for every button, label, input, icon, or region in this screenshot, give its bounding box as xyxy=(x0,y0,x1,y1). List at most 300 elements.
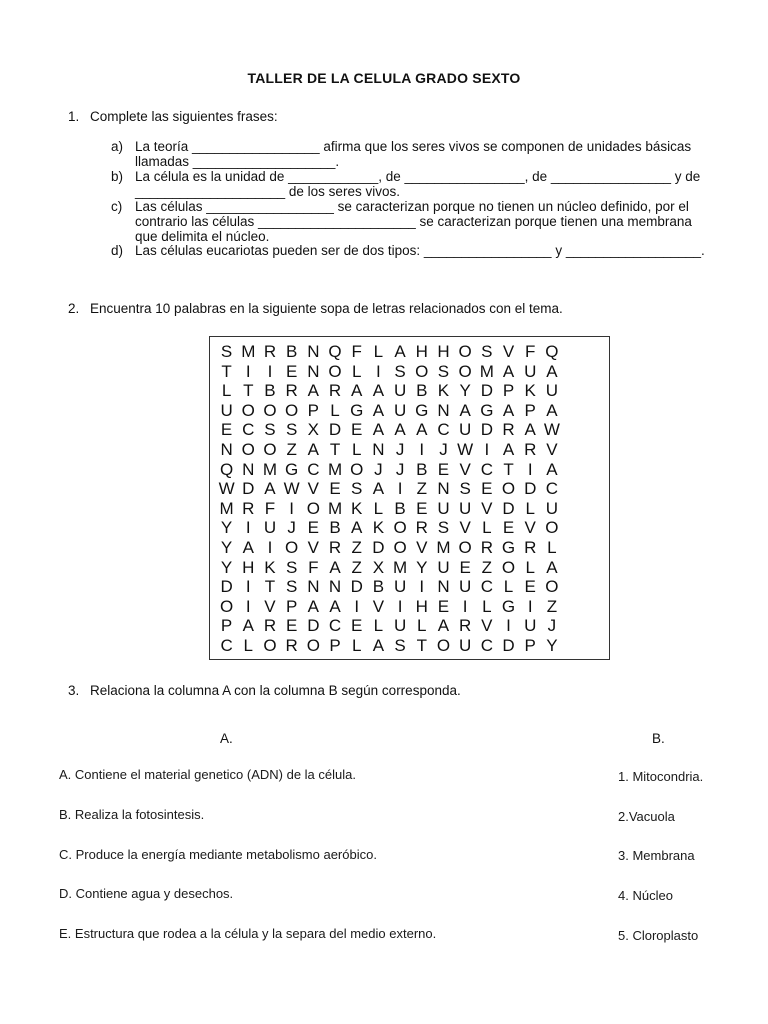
word-search-letter: O xyxy=(350,459,364,479)
word-search-letter: K xyxy=(351,498,363,518)
word-search-letter: R xyxy=(263,616,277,636)
q1-item-b-line2: ____________________ de los seres vivos. xyxy=(135,184,400,199)
word-search-letter: I xyxy=(245,596,252,616)
word-search-letter: U xyxy=(524,616,537,636)
word-search-letter: R xyxy=(480,537,494,557)
word-search-letter: U xyxy=(459,420,472,440)
word-search-letter: N xyxy=(307,342,320,361)
word-search-letter: I xyxy=(506,616,512,636)
word-search-letter: Y xyxy=(416,557,428,577)
word-search-letter: D xyxy=(524,479,537,499)
word-search-letter: P xyxy=(524,635,537,655)
word-search-letter: J xyxy=(439,439,449,459)
column-b-item-1: 1. Mitocondria. xyxy=(618,769,704,784)
word-search-row xyxy=(216,440,563,460)
word-search-letter: I xyxy=(376,361,382,381)
word-search-letter: D xyxy=(480,381,494,401)
word-search-row xyxy=(216,342,563,362)
word-search-letter: Z xyxy=(286,439,298,459)
word-search-letter: R xyxy=(242,498,255,518)
word-search-letter: I xyxy=(527,596,534,616)
word-search-letter: D xyxy=(307,616,320,636)
word-search-letter: A xyxy=(459,400,472,420)
word-search-letter: U xyxy=(545,381,559,401)
word-search-row xyxy=(216,616,563,636)
word-search-letter: A xyxy=(307,596,320,616)
column-b-item-2: 2.Vacuola xyxy=(618,809,675,824)
q1-item-c-line1: Las células _________________ se caracterizan porque no tienen un núcleo definido, por el xyxy=(135,199,689,214)
word-search-row xyxy=(216,479,563,499)
word-search-letter: I xyxy=(245,361,252,381)
q1-item-a-label: a) xyxy=(111,139,124,154)
word-search-letter: B xyxy=(329,518,342,538)
word-search-letter: V xyxy=(459,459,472,479)
word-search-letter: O xyxy=(458,537,473,557)
word-search-letter: V xyxy=(307,479,320,499)
word-search-letter: V xyxy=(481,616,494,636)
word-search-letter: B xyxy=(285,342,298,361)
word-search-letter: N xyxy=(437,479,451,499)
word-search-letter: I xyxy=(354,596,360,616)
question-3-number: 3. xyxy=(68,683,80,698)
q1-item-d-line1: Las células eucariotas pueden ser de dos tipos: _________________ y __________________. xyxy=(135,243,705,258)
word-search-letter: O xyxy=(458,361,473,381)
word-search-letter: O xyxy=(393,537,408,557)
word-search-letter: F xyxy=(525,342,536,361)
word-search-letter: F xyxy=(351,342,363,361)
word-search-letter: L xyxy=(221,381,232,401)
word-search-letter: V xyxy=(307,537,320,557)
word-search-letter: A xyxy=(242,537,255,557)
word-search-letter: R xyxy=(415,518,429,538)
word-search-letter: T xyxy=(221,361,233,381)
word-search-letter: N xyxy=(242,459,255,479)
word-search-letter: B xyxy=(416,459,428,479)
column-a-item-e: E. Estructura que rodea a la célula y la separa del medio externo. xyxy=(59,926,437,941)
word-search-letter: S xyxy=(394,361,407,381)
column-a-item-b: B. Realiza la fotosintesis. xyxy=(59,807,205,822)
q1-item-d-label: d) xyxy=(111,243,124,258)
word-search-letter: Y xyxy=(220,557,233,577)
word-search-letter: N xyxy=(437,400,451,420)
word-search-row xyxy=(216,460,563,480)
word-search-letter: S xyxy=(220,342,233,361)
worksheet-title: TALLER DE LA CELULA GRADO SEXTO xyxy=(247,70,521,86)
word-search-letter: W xyxy=(457,439,474,459)
word-search-letter: O xyxy=(285,400,299,420)
word-search-letter: L xyxy=(547,537,558,557)
word-search-letter: E xyxy=(351,616,363,636)
word-search-letter: Z xyxy=(481,557,493,577)
question-2-prompt: Encuentra 10 palabras en la siguiente sopa de letras relacionados con el tema. xyxy=(90,301,563,316)
word-search-letter: L xyxy=(351,635,362,655)
word-search-letter: O xyxy=(263,400,278,420)
column-a-header: A. xyxy=(220,731,233,746)
word-search-letter: R xyxy=(263,342,277,361)
word-search-letter: L xyxy=(525,498,536,518)
word-search-letter: O xyxy=(501,557,516,577)
word-search-letter: K xyxy=(264,557,277,577)
word-search-letter: H xyxy=(242,557,255,577)
word-search-letter: Z xyxy=(546,596,558,616)
word-search-letter: A xyxy=(372,420,385,440)
word-search-letter: O xyxy=(285,537,299,557)
word-search-letter: E xyxy=(220,420,233,440)
word-search-letter: C xyxy=(220,635,234,655)
word-search-letter: X xyxy=(372,557,385,577)
word-search-letter: R xyxy=(524,439,537,459)
word-search-letter: F xyxy=(264,498,276,518)
word-search-letter: G xyxy=(501,596,516,616)
word-search-letter: Y xyxy=(220,537,233,557)
word-search-letter: E xyxy=(416,498,428,518)
word-search-table xyxy=(216,342,563,656)
word-search-letter: E xyxy=(437,459,450,479)
word-search-letter: O xyxy=(458,342,473,361)
word-search-letter: U xyxy=(393,616,407,636)
word-search-letter: A xyxy=(394,420,407,440)
word-search-row xyxy=(216,558,563,578)
word-search-letter: Y xyxy=(459,381,472,401)
word-search-letter: C xyxy=(437,420,451,440)
word-search-letter: R xyxy=(285,381,299,401)
word-search-letter: A xyxy=(437,616,450,636)
word-search-letter: D xyxy=(502,498,516,518)
word-search-letter: B xyxy=(264,381,277,401)
word-search-letter: E xyxy=(307,518,320,538)
word-search-letter: L xyxy=(351,439,362,459)
word-search-letter: W xyxy=(543,420,561,440)
word-search-letter: J xyxy=(287,518,297,538)
word-search-letter: E xyxy=(329,479,342,499)
word-search-letter: A xyxy=(502,361,515,381)
word-search-letter: O xyxy=(545,577,560,597)
word-search-letter: M xyxy=(262,459,278,479)
word-search-letter: A xyxy=(524,420,537,440)
word-search-letter: E xyxy=(285,616,298,636)
question-2-number: 2. xyxy=(68,301,80,316)
word-search-letter: L xyxy=(351,361,362,381)
word-search-letter: O xyxy=(263,635,278,655)
word-search-letter: L xyxy=(503,577,514,597)
word-search-letter: M xyxy=(327,498,343,518)
word-search-letter: W xyxy=(283,479,301,499)
word-search-letter: L xyxy=(525,557,536,577)
word-search-letter: U xyxy=(437,498,451,518)
word-search-letter: K xyxy=(524,381,537,401)
word-search-letter: A xyxy=(372,479,385,499)
column-b-item-3: 3. Membrana xyxy=(618,848,695,863)
word-search-letter: N xyxy=(220,439,234,459)
word-search-letter: I xyxy=(527,459,534,479)
word-search-letter: O xyxy=(545,518,560,538)
column-b-item-5: 5. Cloroplasto xyxy=(618,928,699,943)
word-search-letter: L xyxy=(330,400,341,420)
word-search-letter: L xyxy=(373,616,384,636)
q1-item-c-line2: contrario las células _____________________ se caracterizan porque tienen una membrana xyxy=(135,214,692,229)
word-search-letter: G xyxy=(480,400,494,420)
word-search-letter: N xyxy=(372,439,386,459)
word-search-letter: E xyxy=(502,518,515,538)
word-search-row xyxy=(216,381,563,401)
word-search-letter: O xyxy=(241,439,256,459)
word-search-letter: I xyxy=(462,596,469,616)
word-search-letter: A xyxy=(372,400,385,420)
column-a-item-c: C. Produce la energía mediante metabolismo aeróbico. xyxy=(59,847,377,862)
word-search-letter: E xyxy=(524,577,537,597)
word-search-letter: V xyxy=(502,342,515,361)
word-search-letter: P xyxy=(524,400,537,420)
word-search-letter: F xyxy=(308,557,320,577)
word-search-letter: M xyxy=(436,537,452,557)
word-search-letter: Q xyxy=(328,342,343,361)
word-search-letter: I xyxy=(484,439,490,459)
column-a-item-d: D. Contiene agua y desechos. xyxy=(59,886,234,901)
word-search-letter: B xyxy=(394,498,407,518)
word-search-letter: A xyxy=(351,381,363,401)
word-search-letter: C xyxy=(307,459,320,479)
word-search-letter: M xyxy=(241,342,256,361)
word-search-letter: M xyxy=(219,498,235,518)
word-search-letter: I xyxy=(267,537,273,557)
word-search-letter: C xyxy=(242,420,255,440)
word-search-letter: U xyxy=(459,635,472,655)
word-search-letter: O xyxy=(306,635,321,655)
word-search-letter: V xyxy=(524,518,537,538)
word-search-letter: I xyxy=(397,479,403,499)
word-search-letter: A xyxy=(372,381,385,401)
word-search-letter: I xyxy=(245,577,252,597)
word-search-letter: Q xyxy=(219,459,234,479)
word-search-letter: O xyxy=(393,518,408,538)
word-search-letter: I xyxy=(267,361,273,381)
word-search-letter: L xyxy=(482,596,493,616)
word-search-letter: G xyxy=(415,400,429,420)
word-search-letter: T xyxy=(416,635,428,655)
word-search-letter: K xyxy=(437,381,450,401)
word-search-letter: N xyxy=(437,577,451,597)
word-search-letter: O xyxy=(263,439,278,459)
word-search-letter: B xyxy=(372,577,385,597)
question-1-number: 1. xyxy=(68,109,80,124)
word-search-letter: C xyxy=(480,635,494,655)
word-search-letter: H xyxy=(415,342,429,361)
word-search-letter: S xyxy=(285,577,298,597)
word-search-letter: U xyxy=(393,381,407,401)
word-search-letter: P xyxy=(502,381,515,401)
word-search-letter: J xyxy=(547,616,557,636)
word-search-letter: N xyxy=(307,361,320,381)
word-search-letter: V xyxy=(481,498,494,518)
word-search-letter: V xyxy=(416,537,428,557)
word-search-letter: A xyxy=(502,439,515,459)
word-search-letter: I xyxy=(245,518,252,538)
word-search-letter: P xyxy=(329,635,342,655)
word-search-letter: K xyxy=(372,518,385,538)
question-3-prompt: Relaciona la columna A con la columna B según corresponda. xyxy=(90,683,461,698)
q1-item-c-label: c) xyxy=(111,199,123,214)
word-search-letter: D xyxy=(350,577,364,597)
word-search-row xyxy=(216,538,563,558)
word-search-row xyxy=(216,499,563,519)
word-search-letter: E xyxy=(481,479,494,499)
word-search-letter: P xyxy=(220,616,233,636)
word-search-letter: U xyxy=(545,498,559,518)
word-search-letter: L xyxy=(373,498,384,518)
word-search-letter: Y xyxy=(546,635,559,655)
word-search-letter: S xyxy=(285,557,298,577)
word-search-letter: C xyxy=(545,479,559,499)
q1-item-b-label: b) xyxy=(111,169,124,184)
question-2 xyxy=(68,301,563,316)
word-search-row xyxy=(216,420,563,440)
word-search-letter: T xyxy=(264,577,276,597)
question-1 xyxy=(68,109,278,124)
word-search-letter: T xyxy=(329,439,341,459)
word-search-letter: A xyxy=(546,557,559,577)
word-search-letter: J xyxy=(395,439,405,459)
word-search-letter: O xyxy=(306,498,321,518)
word-search-letter: Z xyxy=(416,479,428,499)
q1-item-b-line1: La célula es la unidad de ____________, de ________________, de ________________ y de xyxy=(135,169,701,184)
word-search-letter: O xyxy=(501,479,516,499)
word-search-letter: A xyxy=(351,518,363,538)
word-search-letter: D xyxy=(372,537,386,557)
word-search-letter: V xyxy=(264,596,277,616)
word-search-letter: Z xyxy=(351,557,363,577)
word-search-letter: S xyxy=(437,518,450,538)
question-3 xyxy=(68,683,461,698)
word-search-letter: U xyxy=(263,518,277,538)
word-search-letter: A xyxy=(416,420,428,440)
word-search-letter: U xyxy=(459,498,472,518)
word-search-row xyxy=(216,518,563,538)
column-b-header: B. xyxy=(652,731,665,746)
word-search-letter: R xyxy=(285,635,299,655)
word-search-letter: T xyxy=(243,381,254,401)
word-search-letter: A xyxy=(242,616,255,636)
word-search-letter: N xyxy=(307,577,320,597)
word-search-row xyxy=(216,577,563,597)
word-search-letter: O xyxy=(415,361,429,381)
word-search-letter: O xyxy=(241,400,256,420)
word-search-letter: Y xyxy=(220,518,233,538)
word-search-letter: A xyxy=(546,361,559,381)
word-search-letter: A xyxy=(329,557,342,577)
word-search-letter: B xyxy=(416,381,428,401)
word-search-letter: A xyxy=(329,596,342,616)
word-search-letter: D xyxy=(328,420,342,440)
word-search-letter: L xyxy=(373,342,384,361)
word-search-letter: U xyxy=(393,400,407,420)
word-search-letter: O xyxy=(436,635,451,655)
word-search-letter: D xyxy=(220,577,234,597)
word-search-letter: C xyxy=(328,616,342,636)
word-search-letter: M xyxy=(393,557,408,577)
word-search-letter: R xyxy=(502,420,516,440)
word-search-row xyxy=(216,401,563,421)
word-search-letter: C xyxy=(480,577,494,597)
column-a-item-a: A. Contiene el material genetico (ADN) de la célula. xyxy=(59,767,356,782)
word-search-letter: U xyxy=(437,557,451,577)
word-search-letter: N xyxy=(328,577,342,597)
word-search-letter: D xyxy=(480,420,494,440)
word-search-letter: V xyxy=(546,439,559,459)
word-search-grid xyxy=(209,336,610,660)
word-search-letter: U xyxy=(220,400,234,420)
word-search-letter: S xyxy=(351,479,363,499)
word-search-letter: G xyxy=(501,537,516,557)
word-search-letter: L xyxy=(482,518,493,538)
word-search-letter: X xyxy=(307,420,320,440)
word-search-letter: T xyxy=(503,459,515,479)
word-search-letter: E xyxy=(351,420,363,440)
word-search-letter: L xyxy=(243,635,254,655)
word-search-letter: A xyxy=(372,635,385,655)
word-search-letter: S xyxy=(394,635,407,655)
word-search-letter: A xyxy=(502,400,515,420)
word-search-letter: Z xyxy=(351,537,363,557)
word-search-letter: I xyxy=(289,498,295,518)
word-search-letter: J xyxy=(395,459,405,479)
word-search-letter: I xyxy=(419,577,425,597)
word-search-letter: J xyxy=(374,459,384,479)
word-search-letter: S xyxy=(264,420,277,440)
q1-item-a-line2: llamadas ___________________. xyxy=(135,154,340,169)
word-search-letter: M xyxy=(327,459,343,479)
word-search-letter: O xyxy=(328,361,343,381)
word-search-letter: G xyxy=(350,400,364,420)
word-search-letter: A xyxy=(264,479,277,499)
word-search-letter: L xyxy=(417,616,428,636)
word-search-letter: S xyxy=(437,361,450,381)
word-search-letter: P xyxy=(285,596,298,616)
word-search-letter: W xyxy=(218,479,236,499)
word-search-row xyxy=(216,597,563,617)
word-search-letter: C xyxy=(480,459,494,479)
word-search-letter: H xyxy=(437,342,451,361)
word-search-letter: S xyxy=(459,479,472,499)
q1-item-a-line1: La teoría _________________ afirma que los seres vivos se componen de unidades básicas xyxy=(135,139,692,154)
word-search-letter: H xyxy=(415,596,429,616)
word-search-letter: E xyxy=(437,596,450,616)
word-search-letter: S xyxy=(481,342,494,361)
question-1-prompt: Complete las siguientes frases: xyxy=(90,109,278,124)
word-search-letter: R xyxy=(328,381,342,401)
word-search-letter: R xyxy=(459,616,472,636)
word-search-letter: A xyxy=(546,400,559,420)
word-search-letter: E xyxy=(285,361,298,381)
word-search-letter: Q xyxy=(545,342,560,361)
word-search-letter: E xyxy=(459,557,472,577)
word-search-letter: I xyxy=(419,439,425,459)
word-search-letter: U xyxy=(459,577,472,597)
word-search-letter: U xyxy=(524,361,537,381)
word-search-letter: D xyxy=(502,635,516,655)
word-search-letter: A xyxy=(546,459,559,479)
word-search-letter: M xyxy=(479,361,495,381)
word-search-letter: A xyxy=(307,439,320,459)
word-search-letter: R xyxy=(328,537,342,557)
word-search-letter: O xyxy=(219,596,234,616)
word-search-letter: G xyxy=(285,459,299,479)
word-search-letter: A xyxy=(394,342,407,361)
word-search-letter: R xyxy=(524,537,537,557)
word-search-letter: U xyxy=(393,577,407,597)
word-search-letter: I xyxy=(397,596,403,616)
word-search-letter: D xyxy=(242,479,255,499)
column-b-item-4: 4. Núcleo xyxy=(618,888,673,903)
